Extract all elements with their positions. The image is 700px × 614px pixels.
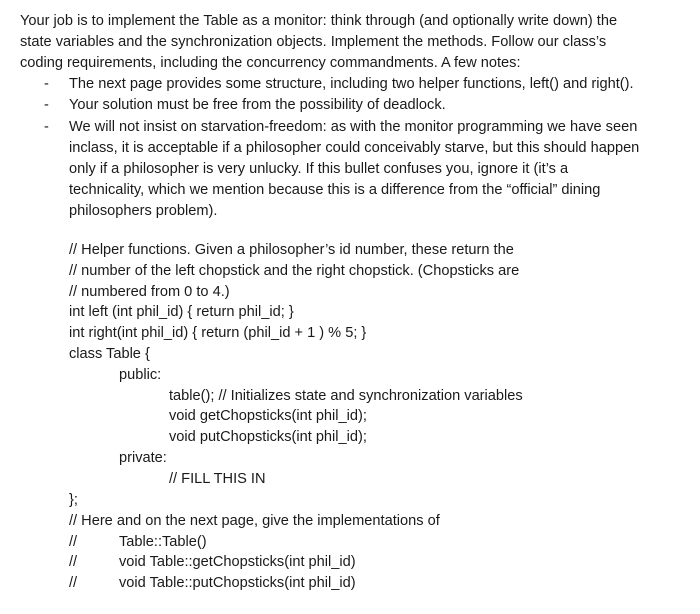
code-comment-3: // numbered from 0 to 4.) xyxy=(69,284,230,300)
code-impl-slash-1: // xyxy=(69,534,78,550)
code-public-member-3: void putChopsticks(int phil_id); xyxy=(169,429,367,445)
code-private-label: private: xyxy=(119,450,167,466)
intro-line-3: coding requirements, including the concurrency commandments. A few notes: xyxy=(20,55,521,71)
bullet-3-line-5: philosophers problem). xyxy=(69,203,218,219)
intro-line-1: Your job is to implement the Table as a monitor: think through (and optionally write down) the xyxy=(20,13,618,29)
bullet-3-line-4: technicality, which we mention because this is a difference from the “official” dining xyxy=(69,182,601,198)
bullet-3-line-3: only if a philosopher is very unlucky. If this bullet confuses you, ignore it (it’s a xyxy=(69,161,569,177)
bullet-marker-2: - xyxy=(44,97,49,113)
code-class-open: class Table { xyxy=(69,346,150,362)
code-class-close: }; xyxy=(69,492,78,508)
intro-line-2: state variables and the synchronization objects. Implement the methods. Follow our class’s xyxy=(20,34,607,50)
bullet-marker-1: - xyxy=(44,76,49,92)
bullet-1-line-1: The next page provides some structure, including two helper functions, left() and right(). xyxy=(69,76,634,92)
code-impl-item-2: void Table::getChopsticks(int phil_id) xyxy=(119,554,356,570)
code-right-fn: int right(int phil_id) { return (phil_id + 1 ) % 5; } xyxy=(69,325,367,341)
code-left-fn: int left (int phil_id) { return phil_id; } xyxy=(69,304,294,320)
bullet-2-line-1: Your solution must be free from the possibility of deadlock. xyxy=(69,97,446,113)
code-impl-slash-2: // xyxy=(69,554,78,570)
code-comment-2: // number of the left chopstick and the right chopstick. (Chopsticks are xyxy=(69,263,520,279)
bullet-3-line-1: We will not insist on starvation-freedom: as with the monitor programming we have seen xyxy=(69,119,638,135)
code-public-label: public: xyxy=(119,367,162,383)
code-impl-item-3: void Table::putChopsticks(int phil_id) xyxy=(119,575,356,591)
code-public-member-2: void getChopsticks(int phil_id); xyxy=(169,408,367,424)
code-public-member-1: table(); // Initializes state and synchronization variables xyxy=(169,388,523,404)
code-impl-slash-3: // xyxy=(69,575,78,591)
bullet-marker-3: - xyxy=(44,119,49,135)
code-impl-item-1: Table::Table() xyxy=(119,534,207,550)
bullet-3-line-2: inclass, it is acceptable if a philosopher could conceivably starve, but this should happen xyxy=(69,140,640,156)
code-comment-1: // Helper functions. Given a philosopher’s id number, these return the xyxy=(69,242,514,258)
code-private-fill: // FILL THIS IN xyxy=(169,471,266,487)
code-here-line: // Here and on the next page, give the implementations of xyxy=(69,513,440,529)
